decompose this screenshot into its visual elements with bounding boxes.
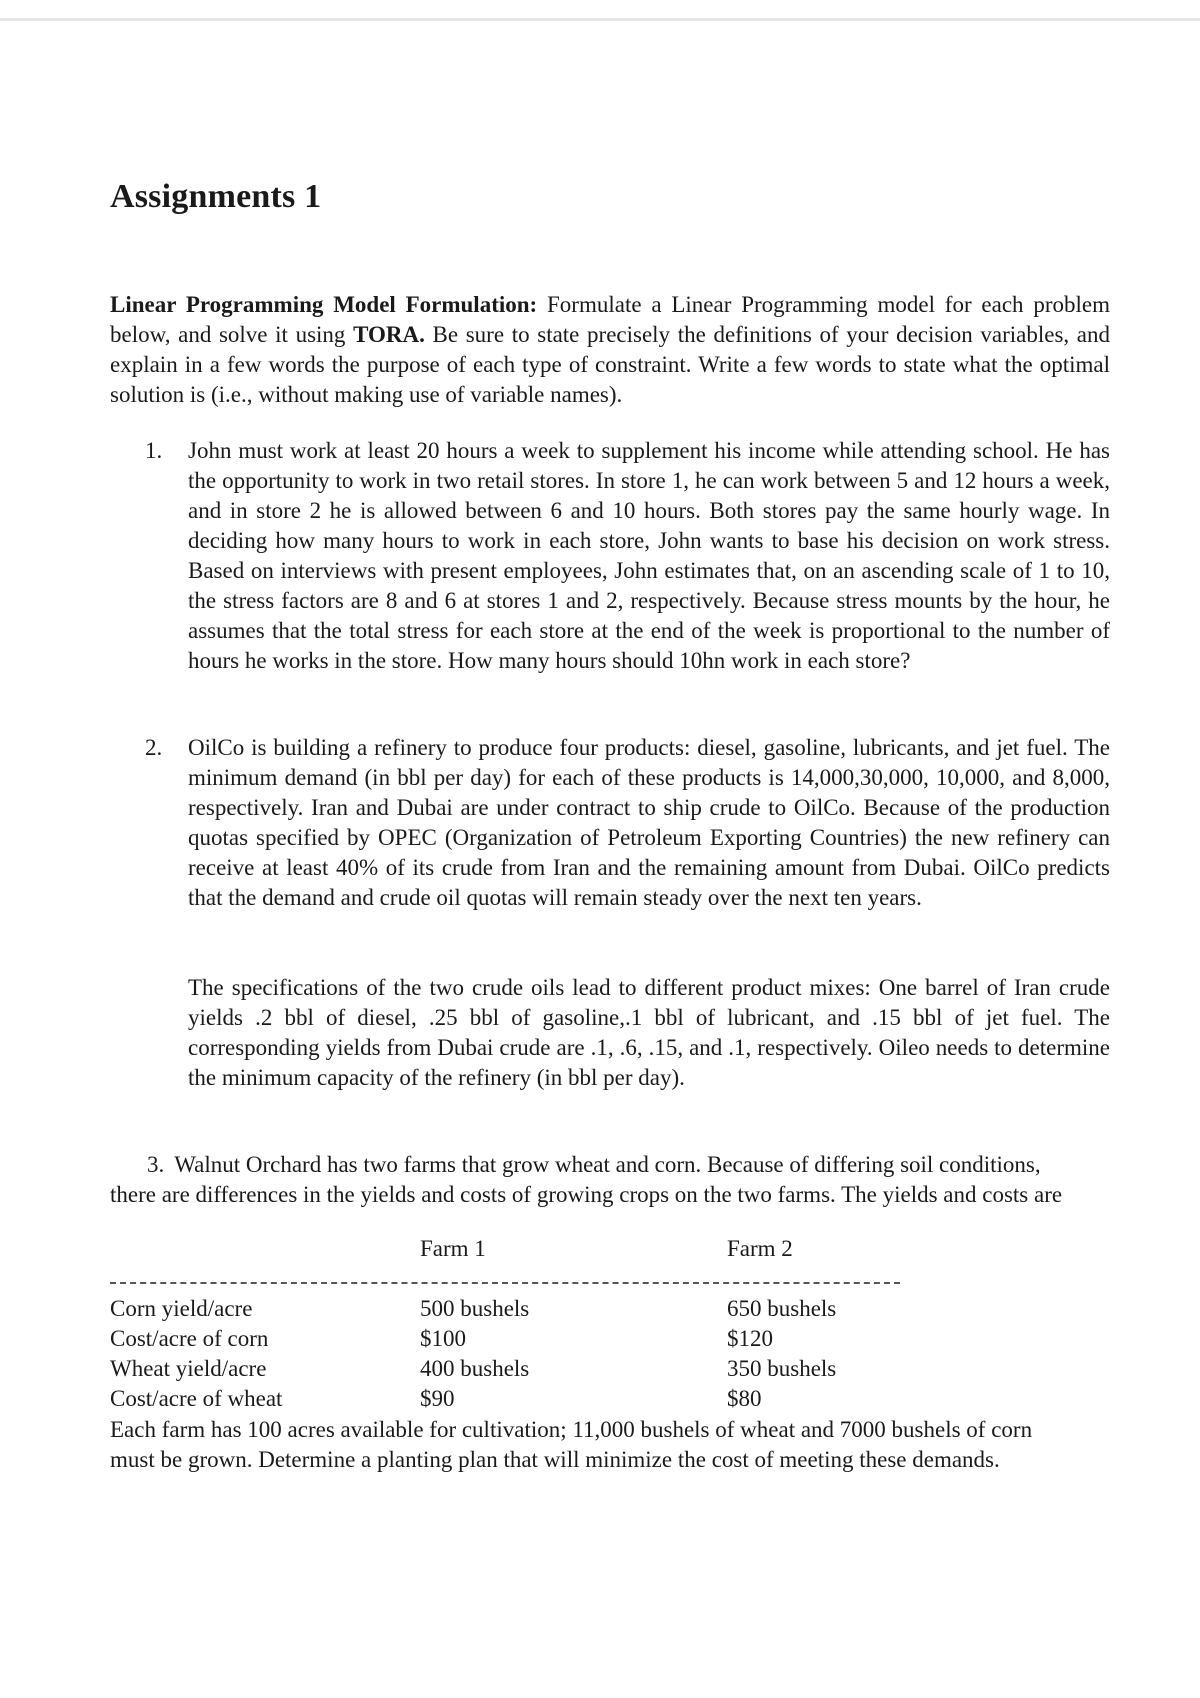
row-label: Cost/acre of wheat [110, 1386, 283, 1411]
problem-2-specifications: The specifications of the two crude oils lead to different product mixes: One barrel of Iran crude yields .2 bbl of diesel, .25 bbl of gasoline,.1 bbl of lubricant, and .15 bbl of jet fuel. The corresponding yields from Dubai crude are .1, .6, .15, and .1, respectively. Oileo needs to determine the minimum capacity of the refinery (in bbl per day). [188, 975, 1110, 1090]
farm-1-value: 500 bushels [420, 1296, 530, 1321]
table-row [110, 1296, 900, 1326]
problem-number: 2. [145, 735, 163, 760]
farm-2-value: 650 bushels [727, 1296, 837, 1321]
farm-2-value: $80 [727, 1386, 762, 1411]
problem-3 [110, 1150, 1070, 1210]
problem-2 [145, 733, 1110, 913]
column-header-farm-1: Farm 1 [420, 1236, 486, 1261]
top-divider [0, 18, 1200, 21]
intro-tool: TORA. [353, 322, 425, 347]
farm-1-value: 400 bushels [420, 1356, 530, 1381]
dashed-divider [110, 1282, 900, 1284]
problem-1 [145, 436, 1110, 676]
problem-text: OilCo is building a refinery to produce four products: diesel, gasoline, lubricants, and jet fuel. The minimum demand (in bbl per day) for each of these products is 14,000,30,000, 10,000, and 8,000, respectively. Iran and Dubai are under contract to ship crude to OilCo. Because of the production quotas specified by OPEC (Organization of Petroleum Exporting Countries) the new refinery can receive at least 40% of its crude from Iran and the remaining amount from Dubai. OilCo predicts that the demand and crude oil quotas will remain steady over the next ten years. [188, 735, 1110, 910]
farm-1-value: $90 [420, 1386, 455, 1411]
table-row [110, 1386, 900, 1416]
intro-text-a: Formulate a Linear Programming model for each problem below, and solve it using [110, 292, 1110, 347]
table-row [110, 1326, 900, 1356]
table-row [110, 1356, 900, 1386]
intro-text-b: Be sure to state precisely the definitions of your decision variables, and explain in a few words the purpose of each type of constraint. Write a few words to state what the optimal solution is (i.e., without making use of variable names). [110, 322, 1111, 407]
intro-paragraph [110, 290, 1110, 410]
intro-lead: Linear Programming Model Formulation: [110, 292, 538, 317]
problem-3-requirements: Each farm has 100 acres available for cultivation; 11,000 bushels of wheat and 7000 bushels of corn must be grown. Determine a planting plan that will minimize the cost of meeting these demands. [110, 1417, 1033, 1472]
farm-2-value: 350 bushels [727, 1356, 837, 1381]
column-header-farm-2: Farm 2 [727, 1236, 793, 1261]
problem-number: 3. [147, 1152, 165, 1177]
row-label: Wheat yield/acre [110, 1356, 267, 1381]
row-label: Cost/acre of corn [110, 1326, 269, 1351]
page-title: Assignments 1 [110, 178, 322, 215]
problem-text: John must work at least 20 hours a week to supplement his income while attending school. He has the opportunity to work in two retail stores. In store 1, he can work between 5 and 12 hours a week, and in store 2 he is allowed between 6 and 10 hours. Both stores pay the same hourly wage. In deciding how many hours to work in each store, John wants to base his decision on work stress. Based on interviews with present employees, John estimates that, on an ascending scale of 1 to 10, the stress factors are 8 and 6 at stores 1 and 2, respectively. Because stress mounts by the hour, he assumes that the total stress for each store at the end of the week is proportional to the number of hours he works in the store. How many hours should 10hn work in each store? [188, 438, 1110, 673]
problem-text: Walnut Orchard has two farms that grow wheat and corn. Because of differing soil conditions, there are differences in the yields and costs of growing crops on the two farms. The yields and costs are [110, 1152, 1063, 1207]
row-label: Corn yield/acre [110, 1296, 253, 1321]
farm-2-value: $120 [727, 1326, 773, 1351]
problem-number: 1. [145, 438, 163, 463]
farm-1-value: $100 [420, 1326, 466, 1351]
